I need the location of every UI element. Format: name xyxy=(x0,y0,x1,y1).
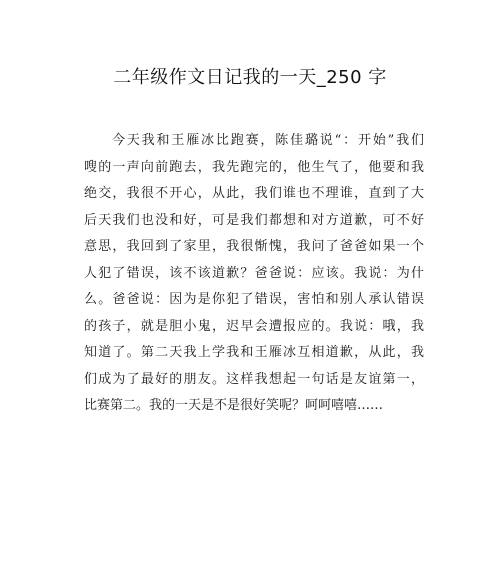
text-line: 后天我们也没和好，可是我们都想和对方道歉，可不好 xyxy=(84,212,424,228)
text-line: 今天我和王雁冰比跑赛，陈佳璐说“：开始”我们 xyxy=(112,133,424,148)
diary-body xyxy=(84,128,424,420)
text-line: 绝交，我很不开心，从此，我们谁也不理谁，直到了大 xyxy=(84,186,424,201)
text-line: 知道了。第二天我上学我和王雁冰互相道歉，从此，我 xyxy=(84,345,424,360)
text-line: 人犯了错误，该不该道歉？爸爸说：应该。我说：为什 xyxy=(84,265,424,281)
text-line: 的孩子，就是胆小鬼，迟早会遭报应的。我说：哦，我 xyxy=(84,318,424,334)
text-line: 嗖的一声向前跑去，我先跑完的，他生气了，他要和我 xyxy=(84,159,424,175)
text-line: 意思，我回到了家里，我很惭愧，我问了爸爸如果一个 xyxy=(84,239,424,254)
text-line: 比赛第二。我的一天是不是很好笑呢？呵呵嘻嘻…… xyxy=(84,398,384,413)
text-line: 么。爸爸说：因为是你犯了错误，害怕和别人承认错误 xyxy=(84,292,424,307)
document-title: 二年级作文日记我的一天_250 字 xyxy=(113,67,387,88)
text-line: 们成为了最好的朋友。这样我想起一句话是友谊第一， xyxy=(84,371,424,387)
